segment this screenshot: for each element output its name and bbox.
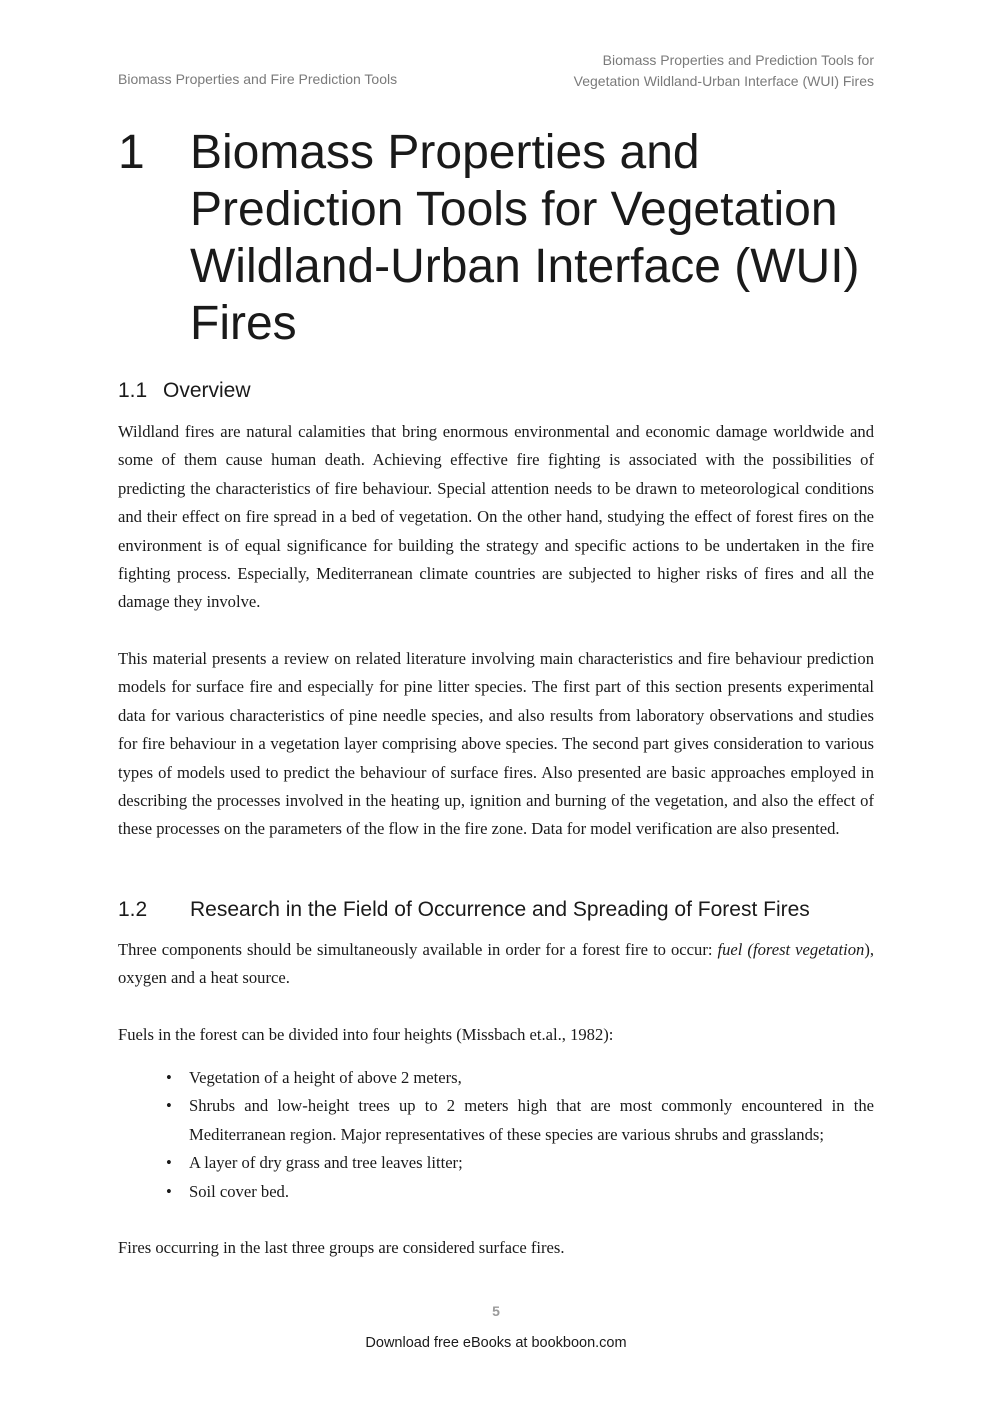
bullet-dot: • — [166, 1181, 172, 1201]
page-number: 5 — [492, 1303, 500, 1319]
list-item-text: Soil cover bed. — [189, 1181, 290, 1201]
list-item-text: Shrubs and low-height trees up to 2 meters high that are most commonly encountered in the Mediterranean region. Major representatives of these species are various shrubs and grasslands; — [189, 1096, 874, 1144]
section-heading-1-1 — [118, 379, 251, 403]
section-number: 1.2 — [118, 898, 148, 921]
footer-download-line[interactable]: Download free eBooks at bookboon.com — [365, 1335, 627, 1351]
list-item-text: A layer of dry grass and tree leaves litter; — [189, 1153, 463, 1173]
components-text-emphasis: fuel (forest vegetation — [717, 940, 865, 959]
list-item-text: Vegetation of a height of above 2 meters, — [189, 1068, 462, 1087]
list-item — [118, 1178, 874, 1206]
bullet-dot: • — [166, 1153, 172, 1173]
components-text-start: Three components should be simultaneously available in order for a forest fire to occur: — [118, 940, 718, 959]
section-title: Research in the Field of Occurrence and Spreading of Forest Fires — [190, 898, 810, 921]
fuel-heights-list — [118, 1064, 874, 1206]
list-item — [118, 1092, 874, 1149]
list-item — [118, 1064, 874, 1092]
closing-paragraph: Fires occurring in the last three groups are considered surface fires. — [118, 1238, 565, 1257]
bullet-dot: • — [166, 1096, 172, 1116]
components-paragraph — [118, 936, 874, 993]
section-title: Overview — [163, 379, 251, 402]
header-left-title: Biomass Properties and Fire Prediction Tools — [118, 71, 398, 87]
header-right-title — [574, 50, 874, 92]
chapter-number: 1 — [118, 126, 145, 179]
header-right-line-1: Biomass Properties and Prediction Tools for — [602, 52, 874, 68]
fuels-paragraph: Fuels in the forest can be divided into four heights (Missbach et.al., 1982): — [118, 1025, 614, 1044]
section-heading-1-2 — [118, 898, 810, 922]
header-right-line-2: Vegetation Wildland-Urban Interface (WUI) Fires — [573, 73, 874, 89]
overview-paragraph-1: Wildland fires are natural calamities that bring enormous environmental and economic damage worldwide and some of them cause human death. Achieving effective fire fighting is associated with the possibilities of predicting the characteristics of fire behaviour. Special attention needs to be drawn to meteorological conditions and their effect on fire spread in a bed of vegetation. On the other hand, studying the effect of forest fires on the environment is of equal significance for building the strategy and specific actions to be undertaken in the fire fighting process. Especially, Mediterranean climate countries are subjected to higher risks of fires and all the damage they involve. — [118, 422, 874, 612]
chapter-title: Biomass Properties and Prediction Tools for Vegetation Wildland-Urban Interface (WUI) Fires — [190, 126, 860, 350]
components-text-end: ), oxygen and a heat source. — [118, 940, 874, 988]
section-number: 1.1 — [118, 379, 148, 402]
bullet-dot: • — [166, 1068, 172, 1087]
overview-paragraph-2: This material presents a review on related literature involving main characteristics and fire behaviour prediction models for surface fire and especially for pine litter species. The first part of this section presents experimental data for various characteristics of pine needle species, and also results from laboratory observations and studies for fire behaviour in a vegetation layer comprising above species. The second part gives consideration to various types of models used to predict the behaviour of surface fires. Also presented are basic approaches employed in describing the processes involved in the heating up, ignition and burning of the vegetation, and also the effect of these processes on the parameters of the flow in the fire zone. Data for model verification are also presented. — [118, 649, 874, 839]
list-item — [118, 1149, 874, 1177]
running-header — [118, 50, 874, 92]
